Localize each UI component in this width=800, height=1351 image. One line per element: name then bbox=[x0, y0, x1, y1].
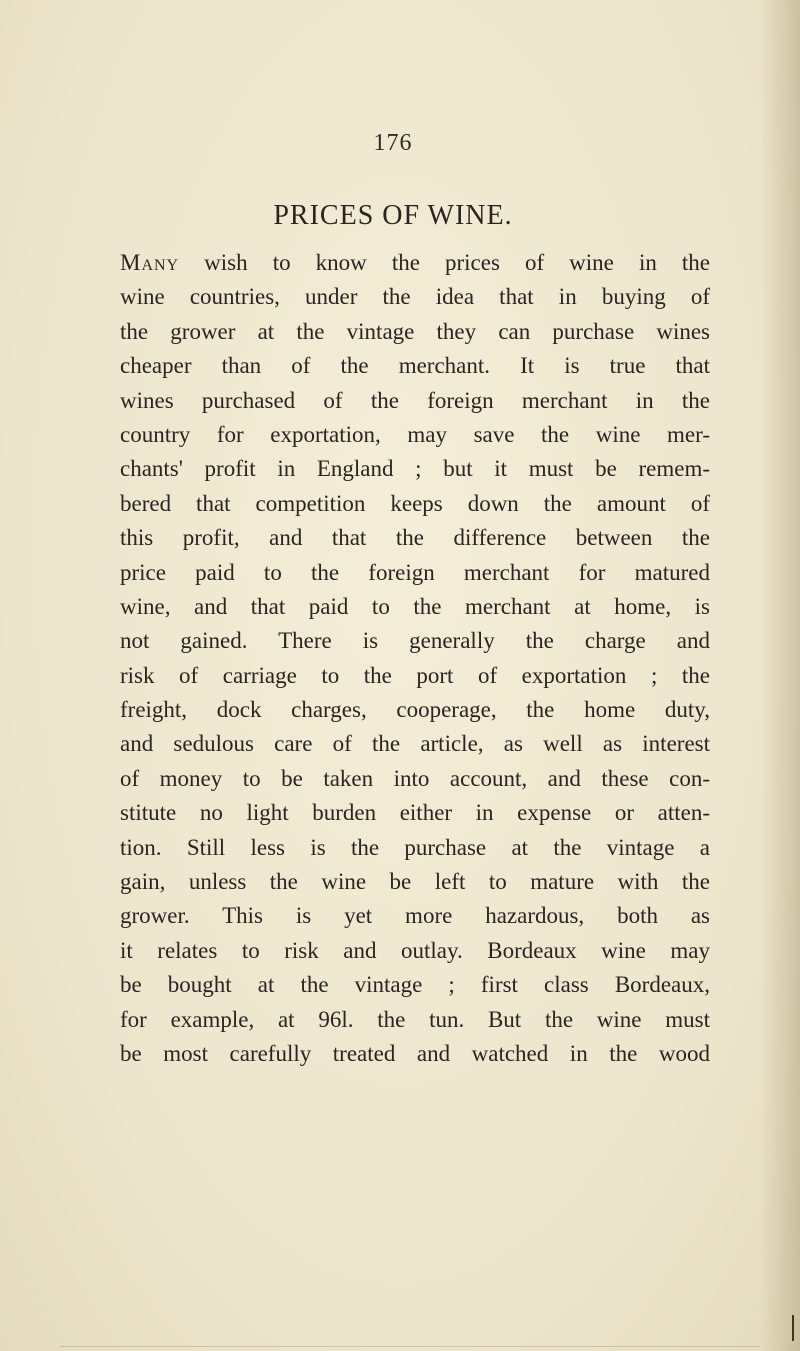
page-edge-mark bbox=[792, 1315, 794, 1341]
body-paragraph bbox=[120, 246, 710, 1071]
text-line: risk of carriage to the port of exportation ; the bbox=[120, 662, 710, 688]
text-line: the grower at the vintage they can purchase wines bbox=[120, 318, 710, 344]
page-edge-shadow bbox=[60, 1346, 760, 1347]
text-line: this profit, and that the difference between the bbox=[120, 525, 710, 551]
text-line: chants' profit in England ; but it must be remem- bbox=[120, 456, 710, 482]
text-line: wines purchased of the foreign merchant in the bbox=[120, 387, 710, 413]
text-line: price paid to the foreign merchant for matured bbox=[120, 559, 710, 585]
page-number: 176 bbox=[373, 130, 413, 156]
chapter-title: PRICES OF WINE. bbox=[273, 200, 513, 231]
text-line: stitute no light burden either in expense or atten- bbox=[120, 800, 710, 826]
text-line: of money to be taken into account, and these con- bbox=[120, 765, 710, 791]
text-line: cheaper than of the merchant. It is true that bbox=[120, 353, 710, 379]
text-line: be bought at the vintage ; first class Bordeaux, bbox=[120, 972, 710, 998]
text-line: grower. This is yet more hazardous, both as bbox=[120, 903, 710, 929]
text-line: wine countries, under the idea that in buying of bbox=[120, 284, 710, 310]
lead-word: Many bbox=[120, 250, 180, 275]
text-line: not gained. There is generally the charge and bbox=[120, 628, 710, 654]
text-line: gain, unless the wine be left to mature with the bbox=[120, 869, 710, 895]
text-line: wine, and that paid to the merchant at home, is bbox=[120, 593, 710, 619]
text-line: bered that competition keeps down the amount of bbox=[120, 490, 710, 516]
text-line bbox=[120, 246, 710, 280]
text-line: tion. Still less is the purchase at the vintage a bbox=[120, 834, 710, 860]
text-line: freight, dock charges, cooperage, the home duty, bbox=[120, 697, 710, 723]
text-line: be most carefully treated and watched in the wood bbox=[120, 1040, 710, 1066]
text-line: and sedulous care of the article, as well as interest bbox=[120, 731, 710, 757]
text-line: country for exportation, may save the wine mer- bbox=[120, 421, 710, 447]
text-line: it relates to risk and outlay. Bordeaux wine may bbox=[120, 937, 710, 963]
text-line-rest: wish to know the prices of wine in the bbox=[179, 250, 710, 275]
text-line: for example, at 96l. the tun. But the wine must bbox=[120, 1006, 710, 1032]
